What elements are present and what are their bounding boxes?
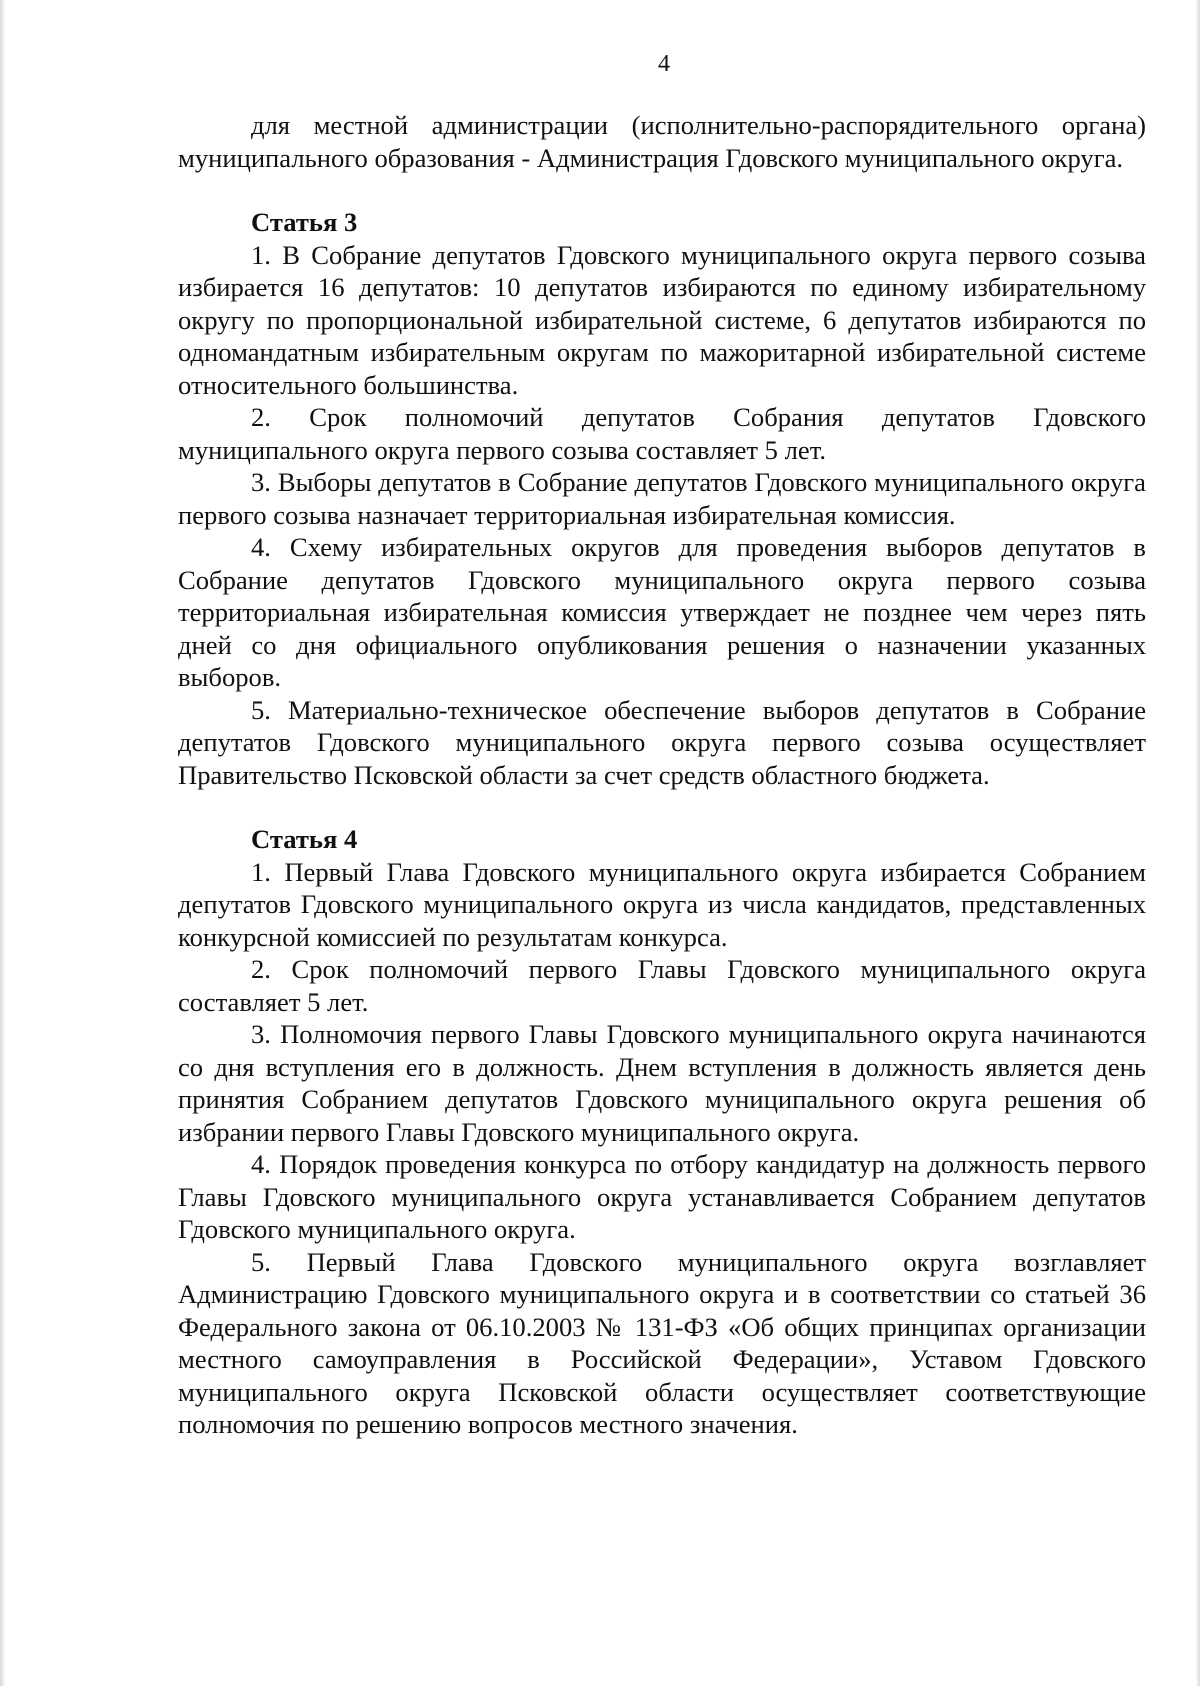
article-4 [178,823,1146,1441]
article-3-heading: Статья 3 [251,207,358,237]
article-4-item-1: 1. Первый Глава Гдовского муниципального округа избирается Собранием депутатов Гдовского муниципального округа из числа кандидатов, представленных конкурсной комиссией по результатам конкурса. [178,856,1146,952]
scan-edge-left [0,0,6,1686]
article-4-item-4: 4. Порядок проведения конкурса по отбору кандидатур на должность первого Главы Гдовского муниципального округа устанавливается Собранием депутатов Гдовского муниципального округа. [178,1149,1146,1244]
section-gap [178,791,1146,823]
scan-edge-right [1195,0,1200,1686]
article-3-item-4: 4. Схему избирательных округов для проведения выборов депутатов в Собрание депутатов Гдовского муниципального округа первого созыва территориальная избирательная комиссия утверждает не позднее чем через пять дней со дня официального опубликования решения о назначении указанных выборов. [178,532,1146,692]
article-4-item-3: 3. Полномочия первого Главы Гдовского муниципального округа начинаются со дня вступления его в должность. Днем вступления в должность является день принятия Собранием депутатов Гдовского муниципального округа решения об избрании первого Главы Гдовского муниципального округа. [178,1019,1146,1147]
article-4-heading: Статья 4 [251,824,358,854]
page-number: 4 [658,51,670,77]
article-3-item-5: 5. Материально-техническое обеспечение выборов депутатов в Собрание депутатов Гдовского муниципального округа первого созыва осуществляет Правительство Псковской области за счет средств областного бюджета. [178,694,1146,790]
article-3 [178,206,1146,791]
article-4-item-2: 2. Срок полномочий первого Главы Гдовского муниципального округа составляет 5 лет. [178,954,1146,1017]
article-4-item-5: 5. Первый Глава Гдовского муниципального округа возглавляет Администрацию Гдовского муниципального округа и в соответствии со статьей 36 Федерального закона от 06.10.2003 № 131-ФЗ «Об общих принципах организации местного самоуправления в Российской Федерации», Уставом Гдовского муниципального округа Псковской области осуществляет соответствующие полномочия по решению вопросов местного значения. [178,1246,1146,1439]
intro-paragraph: для местной администрации (исполнительно-распорядительного органа) муниципального образования - Администрация Гдовского муниципального округа. [178,110,1146,173]
article-3-item-3: 3. Выборы депутатов в Собрание депутатов Гдовского муниципального округа первого созыва назначает территориальная избирательная комиссия. [178,467,1146,530]
section-gap [178,174,1146,206]
article-3-item-1: 1. В Собрание депутатов Гдовского муниципального округа первого созыва избирается 16 депутатов: 10 депутатов избираются по единому избирательному округу по пропорциональной избирательной системе, 6 депутатов избираются по одномандатным избирательным округам по мажоритарной избирательной системе относительного большинства. [178,239,1146,400]
article-3-item-2: 2. Срок полномочий депутатов Собрания депутатов Гдовского муниципального округа первого созыва составляет 5 лет. [178,402,1146,465]
document-body [178,109,1146,1441]
